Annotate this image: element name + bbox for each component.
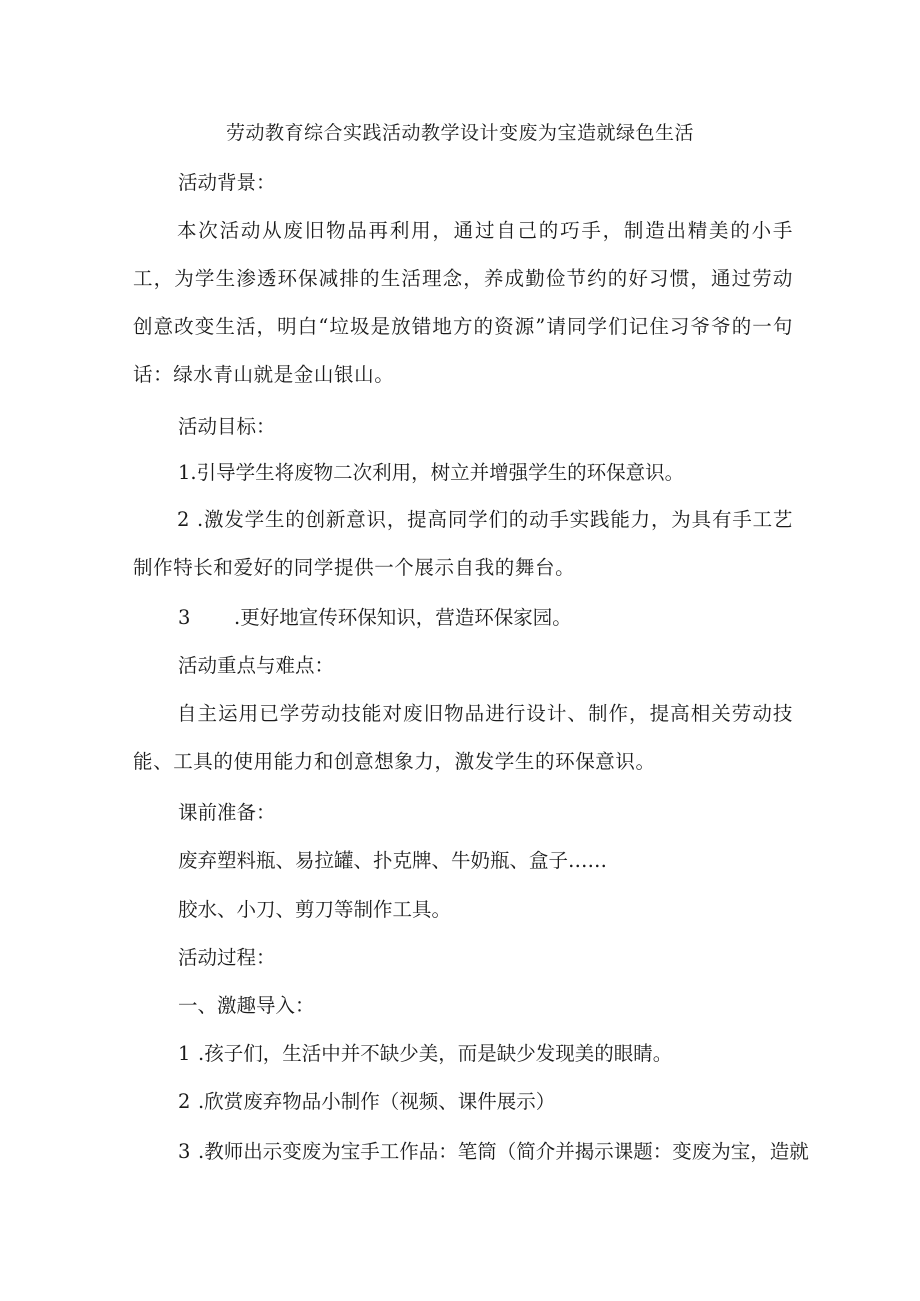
background-heading: 活动背景： xyxy=(178,171,276,194)
step-2-text: .欣赏废弃物品小制作（视频、课件展示） xyxy=(198,1090,556,1113)
goal-3 xyxy=(178,603,572,633)
background-paragraph: 本次活动从废旧物品再利用，通过自己的巧手，制造出精美的小手工，为学生渗透环保减排的生活理念，养成勤俭节约的好习惯，通过劳动创意改变生活，明白“垃圾是放错地方的资源”请同学们记住习爷爷的一句话：绿水青山就是金山银山。 xyxy=(133,219,793,386)
goal-3-text: .更好地宣传环保知识，营造环保家园。 xyxy=(234,606,572,629)
goal-2-number: 2 xyxy=(177,508,191,531)
key-points-paragraph: 自主运用已学劳动技能对废旧物品进行设计、制作，提高相关劳动技能、工具的使用能力和创意想象力，激发学生的环保意识。 xyxy=(133,702,793,773)
step-3-number: 3 xyxy=(178,1140,191,1163)
prep-tools: 胶水、小刀、剪刀等制作工具。 xyxy=(178,898,452,921)
prep-heading: 课前准备： xyxy=(178,801,276,824)
step-1 xyxy=(178,1039,672,1069)
key-points-heading: 活动重点与难点： xyxy=(178,654,335,677)
step-2-number: 2 xyxy=(178,1090,191,1113)
step-1-number: 1 xyxy=(178,1042,191,1065)
goal-2 xyxy=(133,496,793,592)
goal-1: 1.引导学生将废物二次利用，树立并增强学生的环保意识。 xyxy=(178,461,685,484)
goal-3-number: 3 xyxy=(178,606,191,629)
prep-materials: 废弃塑料瓶、易拉罐、扑克牌、牛奶瓶、盒子…… xyxy=(178,849,608,872)
step-3 xyxy=(178,1137,809,1167)
goals-heading: 活动目标： xyxy=(178,415,276,438)
goal-2-text: .激发学生的创新意识，提高同学们的动手实践能力，为具有手工艺制作特长和爱好的同学提供一个展示自我的舞台。 xyxy=(133,508,793,579)
process-heading: 活动过程： xyxy=(178,946,276,969)
step-2 xyxy=(178,1087,555,1117)
step-3-text: .教师出示变废为宝手工作品：笔筒（简介并揭示课题：变废为宝，造就 xyxy=(198,1140,809,1163)
section-1-heading: 一、激趣导入： xyxy=(178,994,315,1017)
document-title: 劳动教育综合实践活动教学设计变废为宝造就绿色生活 xyxy=(225,122,694,144)
step-1-text: .孩子们，生活中并不缺少美，而是缺少发现美的眼睛。 xyxy=(198,1042,673,1065)
